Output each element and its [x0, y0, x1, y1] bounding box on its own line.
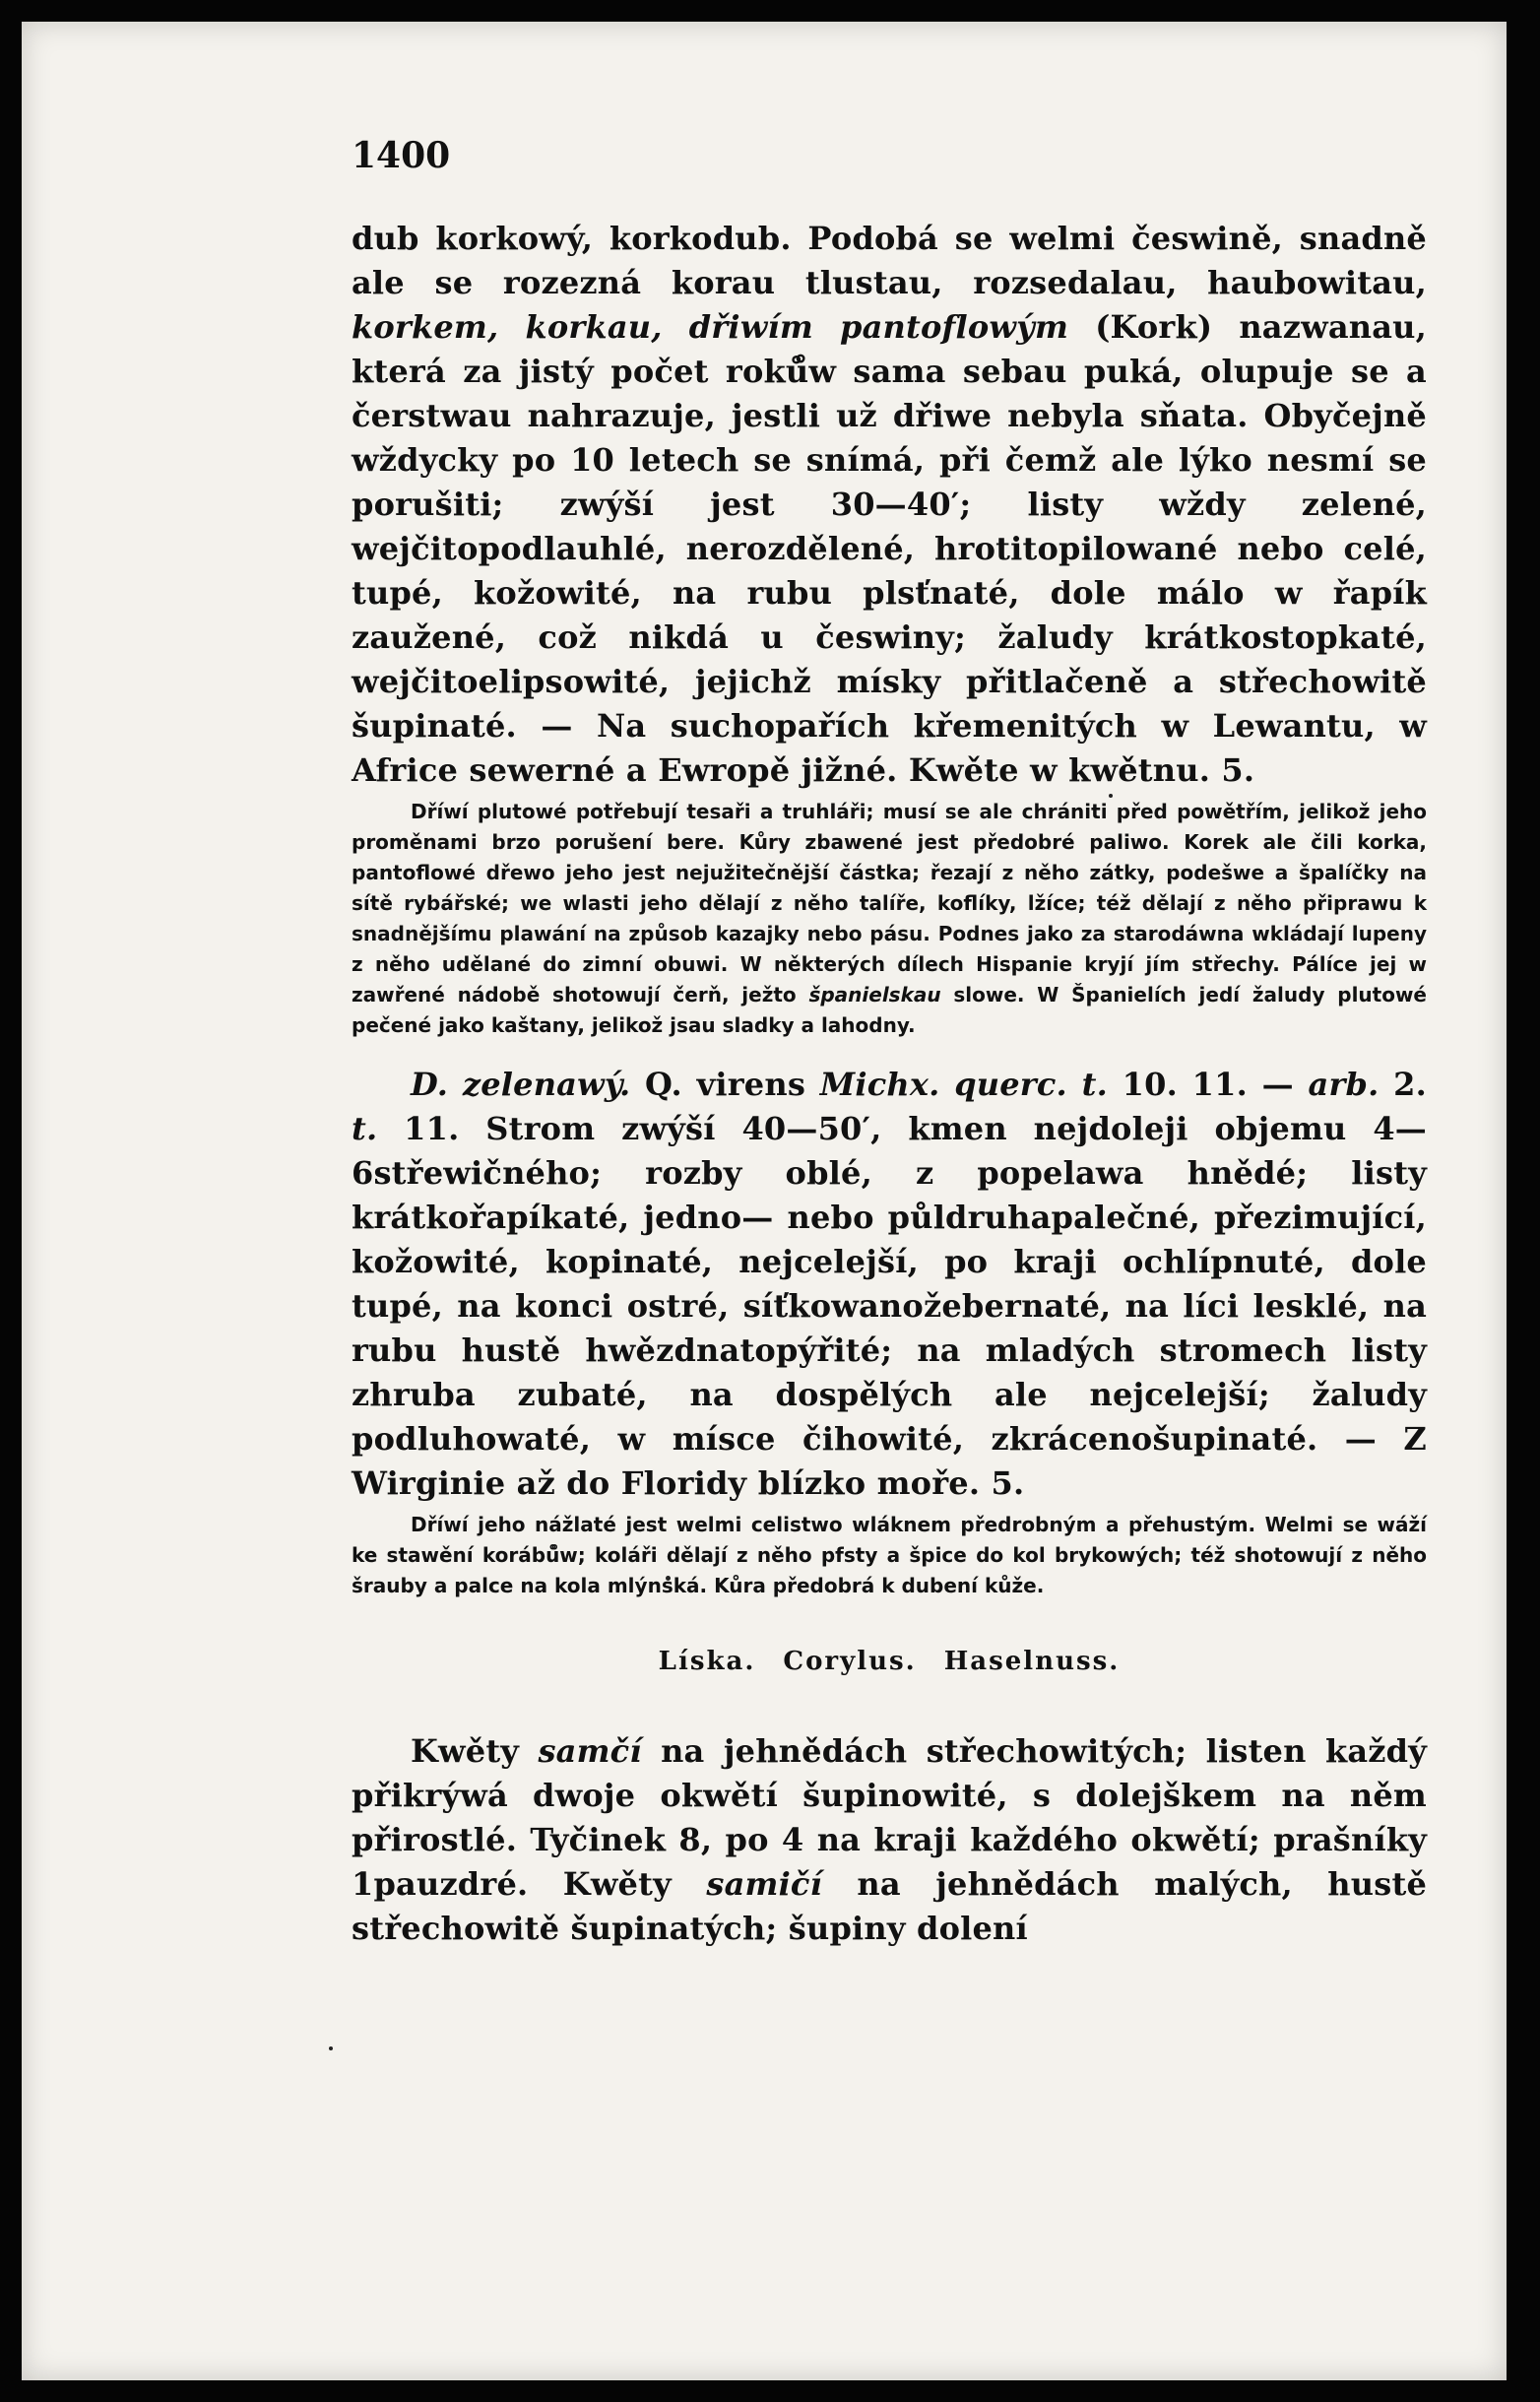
heading-czech: Líska.	[658, 1647, 756, 1676]
page-number: 1400	[352, 135, 451, 176]
section-heading-corylus	[352, 1647, 1427, 1676]
heading-german: Haselnuss.	[943, 1647, 1121, 1676]
paragraph-live-oak: D. zelenawý. Q. virens Michx. querc. t. 10. 11. — arb. 2. t. 11. Strom zwýší 40—50′, kmen nejdoleji objemu 4—6střewičného; rozby oblé, z popelawa hnědé; listy krátkořapíkaté, jedno— nebo půldruhapalečné, přezimující, kožowité, kopinaté, nejcelejší, po kraji ochlípnuté, dole tupé, na konci ostré, síťkowanožebernaté, na líci lesklé, na rubu hustě hwězdnatopýřité; na mladých stromech listy zhruba zubaté, na dospělých ale nejcelejší; žaludy podluhowaté, w mísce čihowité, zkrácenošupinaté. — Z Wirginie až do Floridy blízko moře. 5.	[352, 1066, 1427, 1502]
paragraph-cork-oak: dub korkowý, korkodub. Podobá se welmi česwině, snadně ale se rozezná korau tlustau, rozsedalau, haubowitau, korkem, korkau, dřiwím pantoflowým (Kork) nazwanau, která za jistý počet roků̊w sama sebau puká, olupuje se a čerstwau nahrazuje, jestli už dřiwe nebyla sňata. Obyčejně wždycky po 10 letech se snímá, při čemž ale lýko nesmí se porušiti; zwýší jest 30—40′; listy wždy zelené, wejčitopodlauhlé, nerozdělené, hrotitopilowané nebo celé, tupé, kožowité, na rubu plsťnaté, dole málo w řapík zaužené, což nikdá u česwiny; žaludy krátkostopkaté, wejčitoelipsowité, jejichž mísky přitlačeně a střechowitě šupinaté. — Na suchopařích křemenitých w Lewantu, w Africe sewerné a Ewropě jižné. Kwěte w kwětnu. 5.	[352, 220, 1427, 789]
text-column	[352, 135, 1428, 1951]
note-cork-uses: Dříwí plutowé potřebují tesaři a truhláři; musí se ale chrániti před powětřím, jelikož jeho proměnami brzo porušení bere. Kůry zbawené jest předobré paliwo. Korek ale čili korka, pantoflowé dřewo jeho jest nejužitečnější částka; řezají z něho zátky, podešwe a špalíčky na sítě rybářské; we wlasti jeho dělají z něho talíře, koflíky, lžíce; též dělají z něho připrawu k snadnějšímu plawání na způsob kazajky nebo pásu. Podnes jako za starodáwna wkládají lupeny z něho udělané do zimní obuwi. W některých dílech Hispanie kryjí jím střechy. Pálíce jej w zawřené nádobě shotowují čerň, ježto španielskau slowe. W Španielích jedí žaludy plutowé pečené jako kaštany, jelikož jsau sladky a lahodny.	[352, 800, 1428, 1037]
note-live-oak-uses: Dříwí jeho nážlaté jest welmi celistwo wláknem předrobným a přehustým. Welmi se wáží ke stawění korábů̊w; koláři dělají z něho pfsty a špice do kol brykowých; též shotowují z něho šrauby a palce na kola mlýnská. Kůra předobrá k dubení kůže.	[352, 1513, 1427, 1597]
ink-speck	[329, 2046, 333, 2050]
heading-latin: Corylus.	[783, 1647, 917, 1676]
paragraph-hazel: Kwěty samčí na jehnědách střechowitých; listen každý přikrýwá dwoje okwětí šupinowité, s dolejškem na něm přirostlé. Tyčinek 8, po 4 na kraji každého okwětí; prašníky 1pauzdré. Kwěty samičí na jehnědách malých, hustě střechowitě šupinatých; šupiny dolení	[352, 1732, 1427, 1947]
